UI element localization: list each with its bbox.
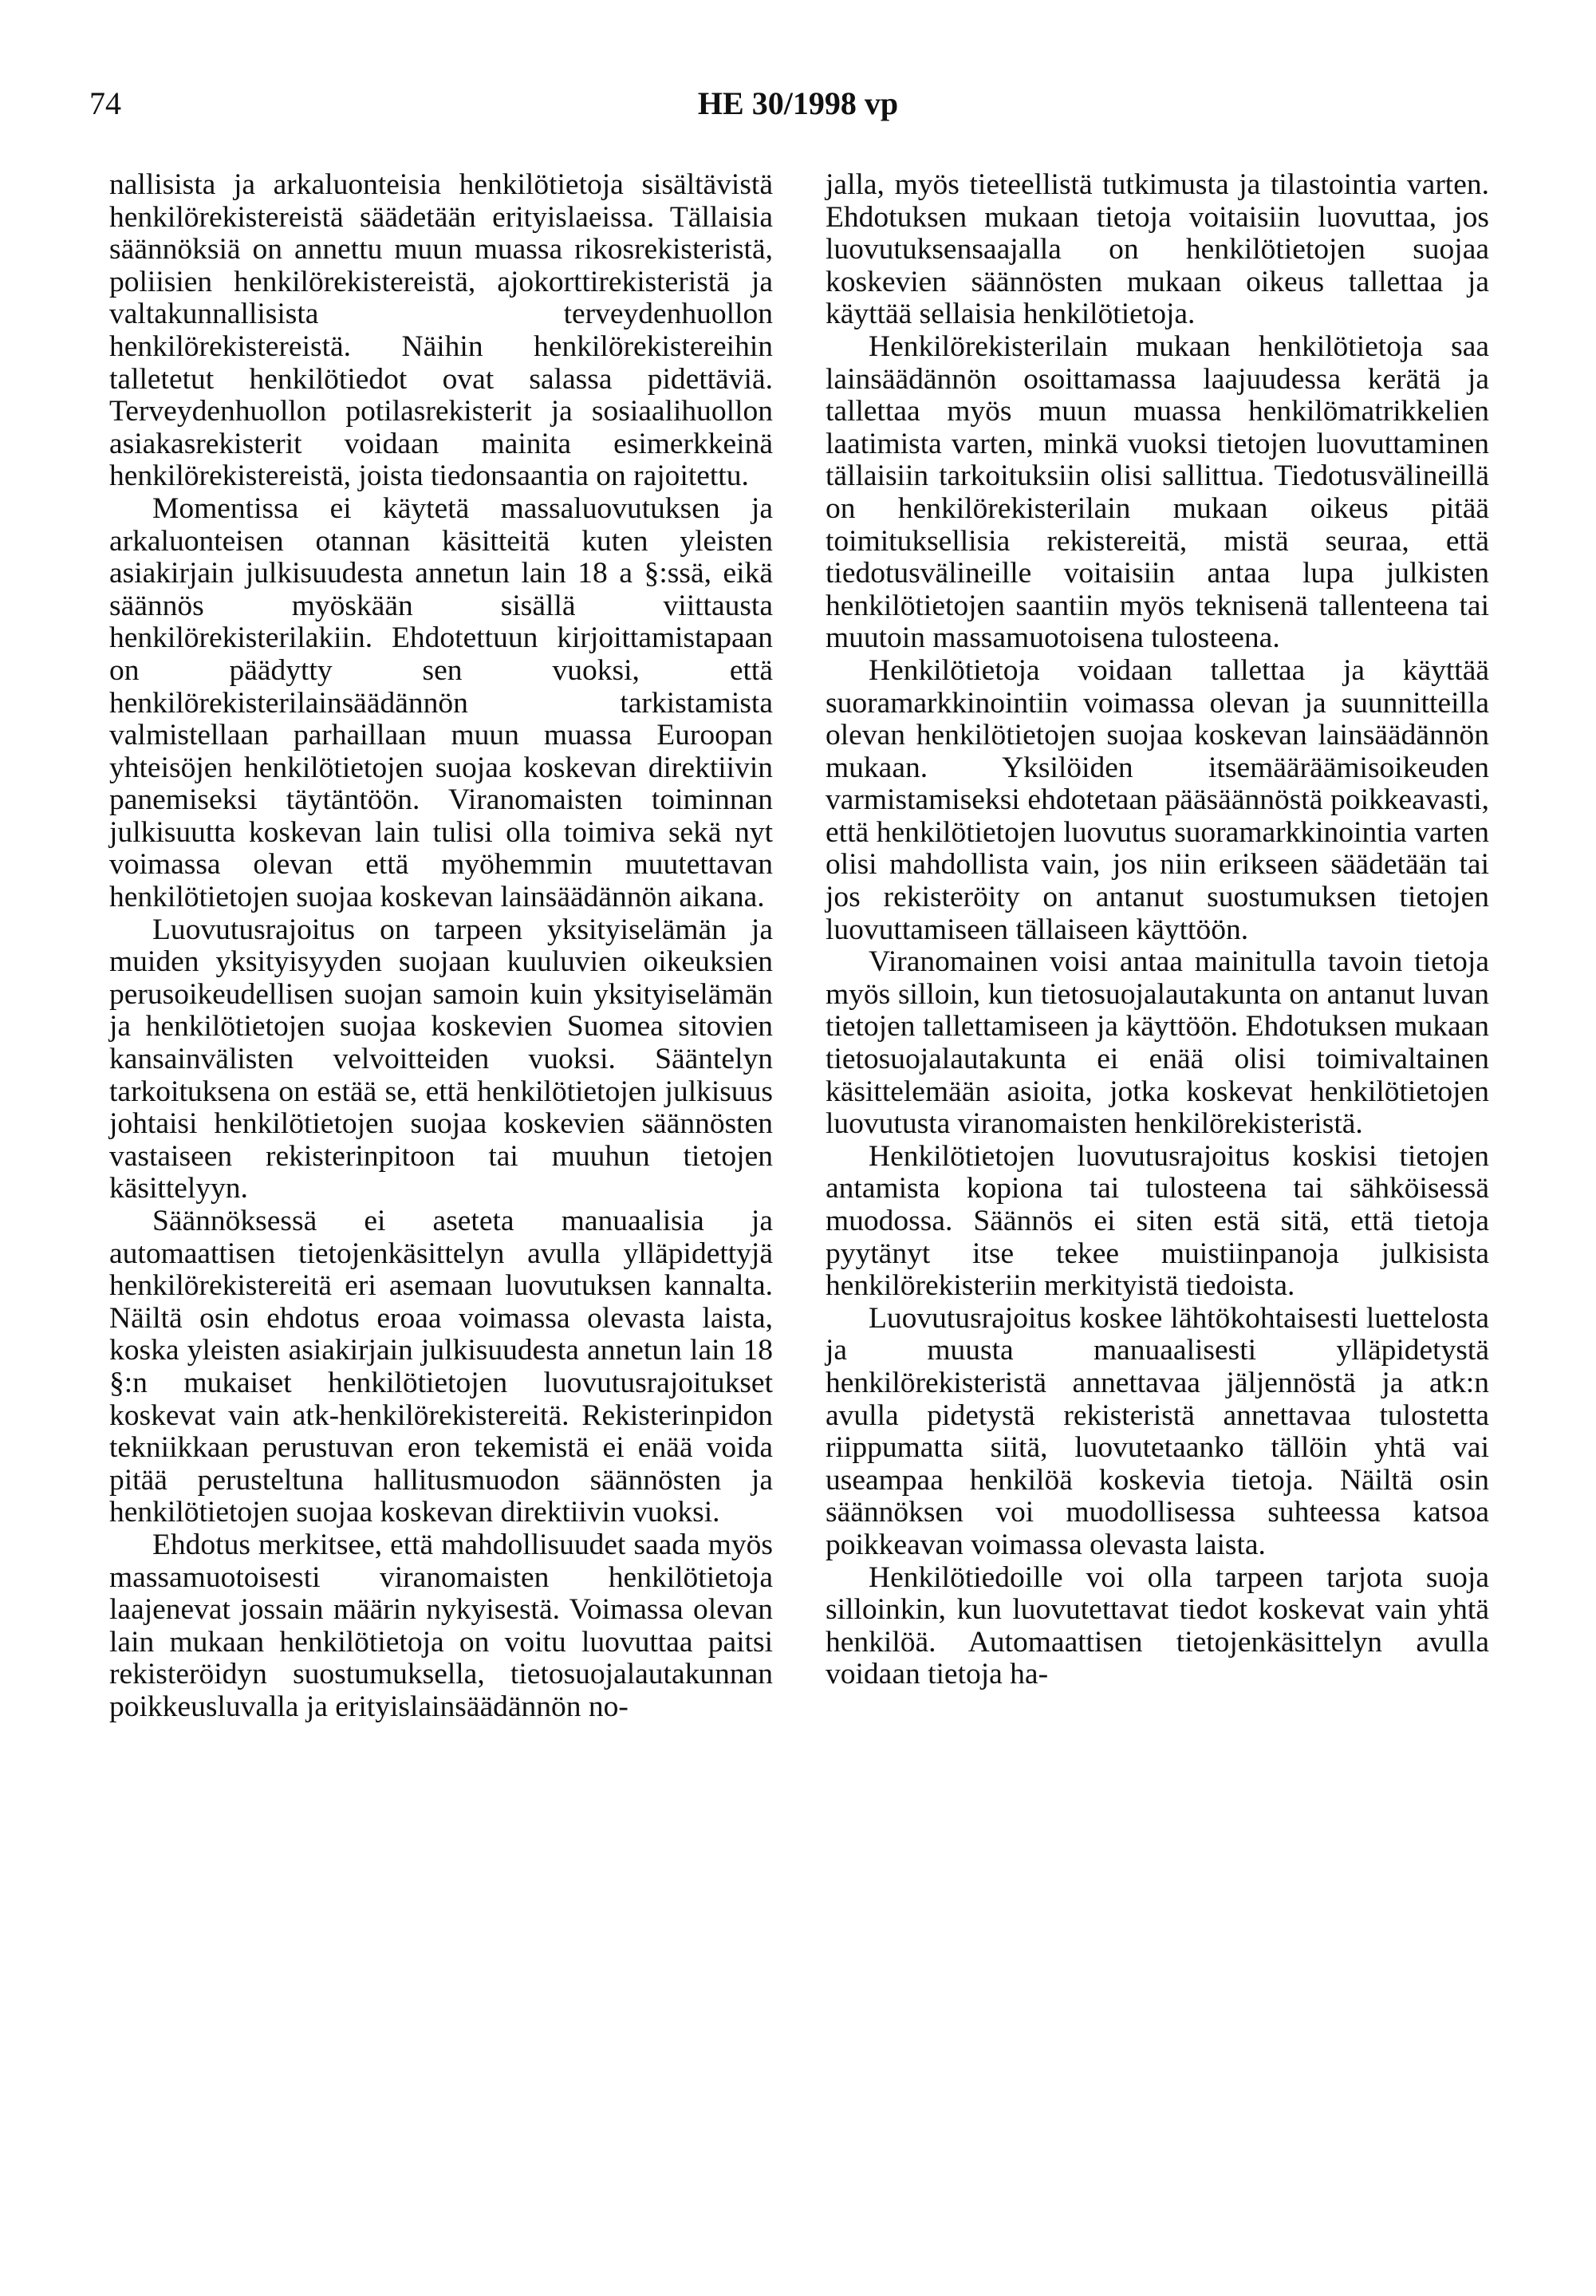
right-column [826, 169, 1489, 1691]
left-paragraph-3: Luovutusrajoitus on tarpeen yksityiselämän ja muiden yksityisyyden suojaan kuuluvien oikeuksien perusoikeudellisen suojan samoin kuin yksityiselämän ja henkilötietojen suojaa koskevien Suomea sitovien kansainvälisten velvoitteiden vuoksi. Sääntelyn tarkoituksena on estää se, että henkilötietojen julkisuus johtaisi henkilötietojen suojaa koskevien säännösten vastaiseen rekisterinpitoon tai muuhun tietojen käsittelyyn. [109, 913, 773, 1205]
right-paragraph-3: Henkilötietoja voidaan tallettaa ja käyttää suoramarkkinointiin voimassa olevan ja suunnitteilla olevan henkilötietojen suojaa koskevan lainsäädännön mukaan. Yksilöiden itsemääräämisoikeuden varmistamiseksi ehdotetaan pääsäännöstä poikkeavasti, että henkilötietojen luovutus suoramarkkinointia varten olisi mahdollista vain, jos niin erikseen säädetään tai jos rekisteröity on antanut suostumuksen tietojen luovuttamiseen tällaiseen käyttöön. [826, 653, 1489, 946]
left-paragraph-2: Momentissa ei käytetä massaluovutuksen ja arkaluonteisen otannan käsitteitä kuten yleisten asiakirjain julkisuudesta annetun lain 18 a §:ssä, eikä säännös myöskään sisällä viittausta henkilörekisterilakiin. Ehdotettuun kirjoittamistapaan on päädytty sen vuoksi, että henkilörekisterilainsäädännön tarkistamista valmistellaan parhaillaan muun muassa Euroopan yhteisöjen henkilötietojen suojaa koskevan direktiivin panemiseksi täytäntöön. Viranomaisten toiminnan julkisuutta koskevan lain tulisi olla toimiva sekä nyt voimassa olevan että myöhemmin muutettavan henkilötietojen suojaa koskevan lainsäädännön aikana. [109, 491, 773, 914]
right-paragraph-6: Luovutusrajoitus koskee lähtökohtaisesti luettelosta ja muusta manuaalisesti ylläpidetystä henkilörekisteristä annettavaa jäljennöstä ja atk:n avulla pidetystä rekisteristä annettavaa tulostetta riippumatta siitä, luovutetaanko tällöin yhtä vai useampaa henkilöä koskevia tietoja. Näiltä osin säännöksen voi muodollisessa suhteessa katsoa poikkeavan voimassa olevasta laista. [826, 1301, 1489, 1561]
right-paragraph-5: Henkilötietojen luovutusrajoitus koskisi tietojen antamista kopiona tai tulosteena tai sähköisessä muodossa. Säännös ei siten estä sitä, että tietoja pyytänyt itse tekee muistiinpanoja julkisista henkilörekisteriin merkityistä tiedoista. [826, 1139, 1489, 1303]
right-paragraph-1: jalla, myös tieteellistä tutkimusta ja tilastointia varten. Ehdotuksen mukaan tietoja voitaisiin luovuttaa, jos luovutuksensaajalla on henkilötietojen suojaa koskevien säännösten mukaan oikeus tallettaa ja käyttää sellaisia henkilötietoja. [826, 168, 1489, 331]
right-paragraph-4: Viranomainen voisi antaa mainitulla tavoin tietoja myös silloin, kun tietosuojalautakunta on antanut luvan tietojen tallettamiseen ja käyttöön. Ehdotuksen mukaan tietosuojalautakunta ei enää olisi toimivaltainen käsittelemään asioita, jotka koskevat henkilötietojen luovutusta viranomaisten henkilörekisteristä. [826, 945, 1489, 1141]
running-title: HE 30/1998 vp [697, 85, 899, 121]
right-paragraph-2: Henkilörekisterilain mukaan henkilötietoja saa lainsäädännön osoittamassa laajuudessa kerätä ja tallettaa myös muun muassa henkilömatrikkelien laatimista varten, minkä vuoksi tietojen luovuttaminen tällaisiin tarkoituksiin olisi sallittua. Tiedotusvälineillä on henkilörekisterilain mukaan oikeus pitää toimituksellisia rekistereitä, mistä seuraa, että tiedotusvälineille voitaisiin antaa lupa julkisten henkilötietojen saantiin myös teknisenä tallenteena tai muutoin massamuotoisena tulosteena. [826, 329, 1489, 655]
page-number: 74 [89, 85, 121, 121]
left-paragraph-4: Säännöksessä ei aseteta manuaalisia ja automaattisen tietojenkäsittelyn avulla ylläpidettyjä henkilörekistereitä eri asemaan luovutuksen kannalta. Näiltä osin ehdotus eroaa voimassa olevasta laista, koska yleisten asiakirjain julkisuudesta annetun lain 18 §:n mukaiset henkilötietojen luovutusrajoitukset koskevat vain atk-henkilörekistereitä. Rekisterinpidon tekniikkaan perustuvan eron tekemistä ei enää voida pitää perusteltuna hallitusmuodon säännösten ja henkilötietojen suojaa koskevan direktiivin vuoksi. [109, 1205, 773, 1529]
left-paragraph-1: nallisista ja arkaluonteisia henkilötietoja sisältävistä henkilörekistereistä säädetään erityislaeissa. Tällaisia säännöksiä on annettu muun muassa rikosrekisteristä, poliisien henkilörekistereistä, ajokorttirekisteristä ja valtakunnallisista terveydenhuollon henkilörekistereistä. Näihin henkilörekistereihin talletetut henkilötiedot ovat salassa pidettäviä. Terveydenhuollon potilasrekisterit ja sosiaalihuollon asiakasrekisterit voidaan mainita esimerkkeinä henkilörekistereistä, joista tiedonsaantia on rajoitettu. [109, 168, 773, 493]
left-column [109, 169, 773, 1724]
left-paragraph-5: Ehdotus merkitsee, että mahdollisuudet saada myös massamuotoisesti viranomaisten henkilötietoja laajenevat jossain määrin nykyisestä. Voimassa olevan lain mukaan henkilötietoja on voitu luovuttaa paitsi rekisteröidyn suostumuksella, tietosuojalautakunnan poikkeusluvalla ja erityislainsäädännön no- [109, 1528, 773, 1723]
right-paragraph-7: Henkilötiedoille voi olla tarpeen tarjota suoja silloinkin, kun luovutettavat tiedot koskevat vain yhtä henkilöä. Automaattisen tietojenkäsittelyn avulla voidaan tietoja ha- [826, 1560, 1489, 1691]
